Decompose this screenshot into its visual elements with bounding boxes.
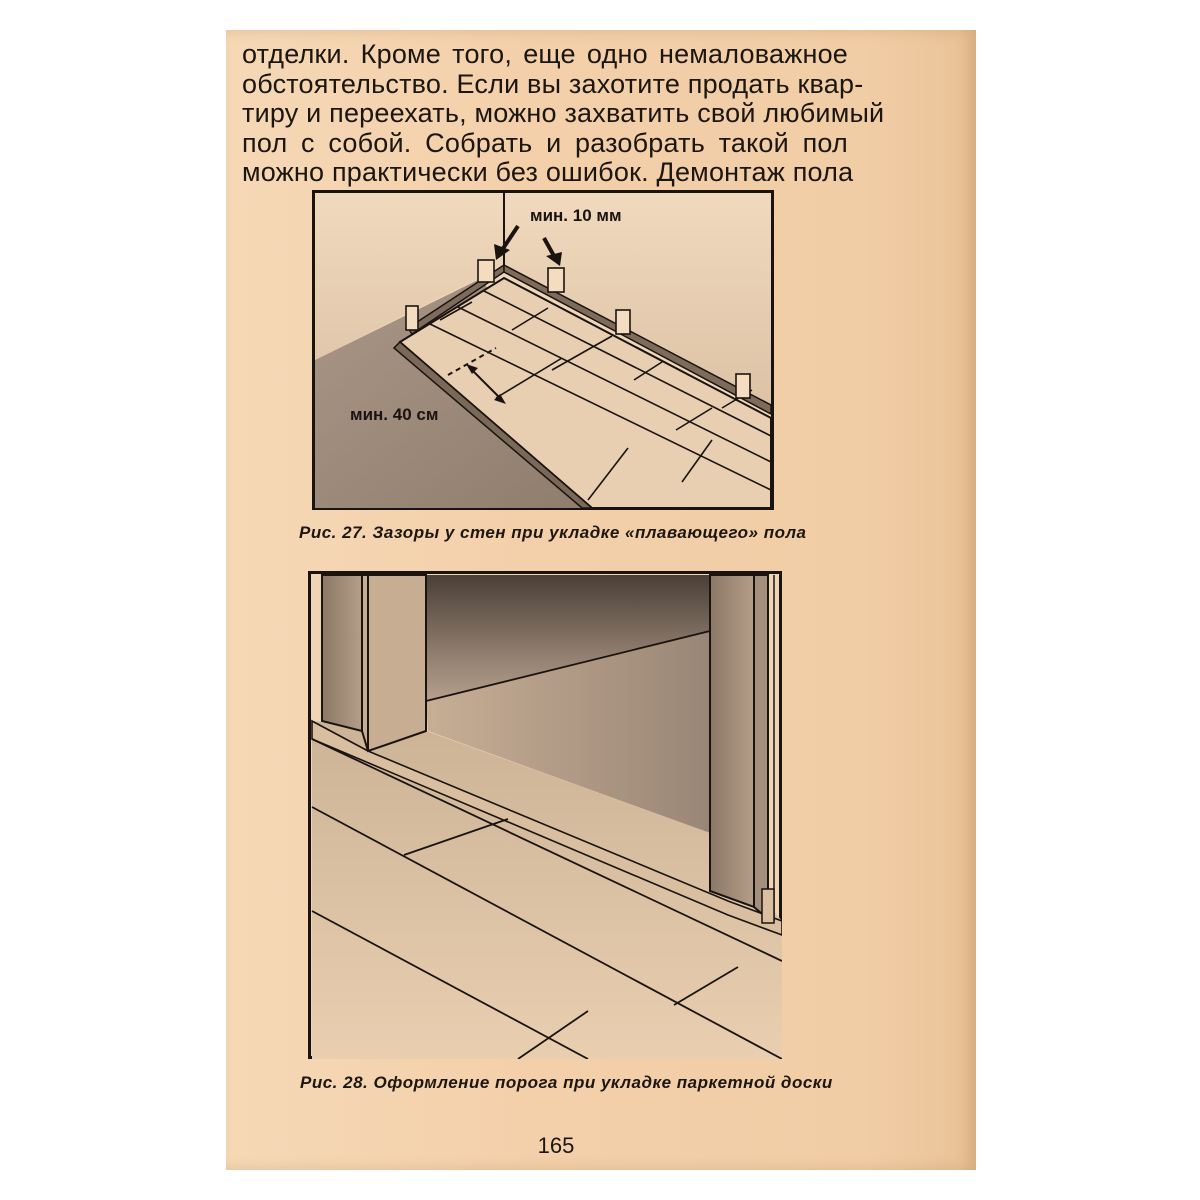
label-min-40cm: мин. 40 см <box>350 405 439 424</box>
figure-28-caption: Рис. 28. Оформление порога при укладке паркетной доски <box>300 1073 833 1092</box>
figure-27-caption: Рис. 27. Зазоры у стен при укладке «плавающего» пола <box>299 523 807 542</box>
body-text <box>242 39 885 188</box>
body-line: пол с собой. Собрать и разобрать такой пол <box>242 127 848 158</box>
body-line: обстоятельство. Если вы захотите продать квар- <box>242 68 864 99</box>
label-min-10mm: мин. 10 мм <box>530 206 622 225</box>
page-number: 165 <box>537 1133 575 1158</box>
body-line: тиру и переехать, можно захватить свой любимый <box>242 98 885 128</box>
figure-28-illustration <box>308 571 782 1059</box>
body-line: можно практически без ошибок. Демонтаж пола <box>242 157 854 187</box>
body-line: отделки. Кроме того, еще одно немаловажное <box>242 39 848 69</box>
figure-27-illustration <box>312 190 774 510</box>
